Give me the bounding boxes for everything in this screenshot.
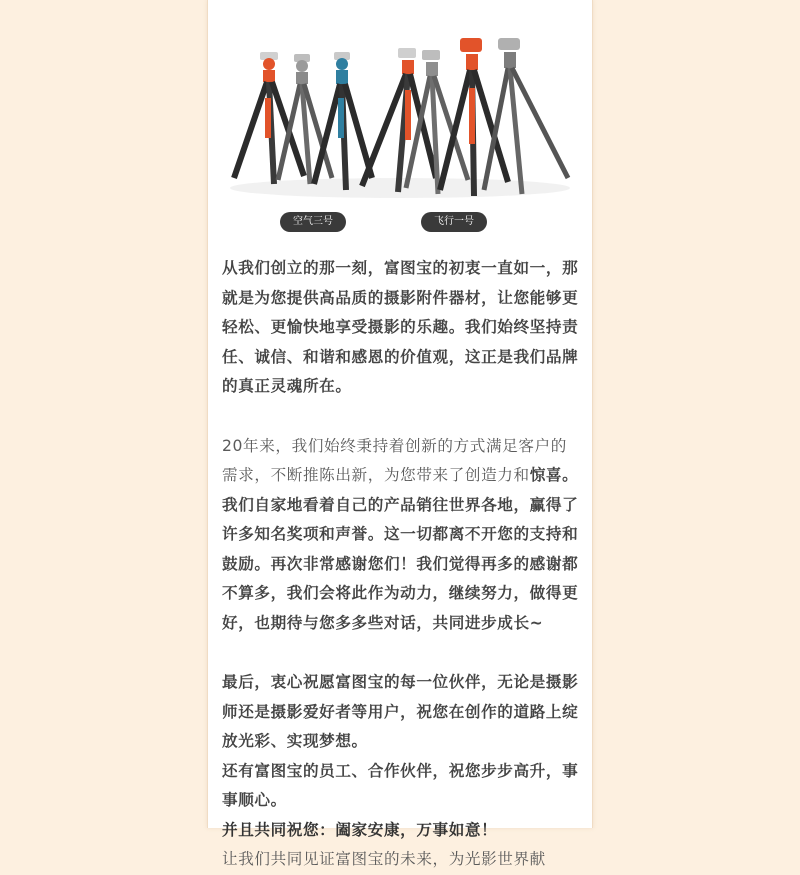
- product-label-left: 空气三号: [280, 212, 346, 232]
- paragraph-1: 从我们创立的那一刻，富图宝的初衷一直如一，那就是为您提供高品质的摄影附件器材，让您能够更轻松、更愉快地享受摄影的乐趣。我们始终坚持责任、诚信、和谐和感恩的价值观，这正是我们品牌的真正灵魂所在。: [222, 259, 579, 395]
- tripod-product-image: [222, 28, 578, 240]
- article-body: [222, 254, 582, 875]
- paragraph-2-bold: 惊喜。我们自家地看着自己的产品销往世界各地，赢得了许多知名奖项和声誉。这一切都离不开您的支持和鼓励。再次非常感谢您们！我们觉得再多的感谢都不算多，我们会将此作为动力，继续努力，做得更好，也期待与您多多些对话，共同进步成长~: [222, 466, 579, 632]
- paragraph-6: 让我们共同见证富图宝的未来，为光影世界献: [222, 850, 546, 868]
- tripods-illustration: [222, 28, 578, 240]
- paragraph-gap: [222, 638, 582, 668]
- product-label-right: 飞行一号: [421, 212, 487, 232]
- article-column: [207, 0, 593, 868]
- paragraph-5: 并且共同祝您：阖家安康，万事如意！: [222, 820, 498, 839]
- paragraph-4: 还有富图宝的员工、合作伙伴，祝您步步高升，事事顺心。: [222, 761, 579, 809]
- paragraph-2: [222, 432, 582, 639]
- paragraph-gap: [222, 402, 582, 432]
- paragraph-2-normal: 20年来，我们始终秉持着创新的方式满足客户的需求，不断推陈出新，为您带来了创造力和: [222, 436, 567, 484]
- paragraph-3: 最后，衷心祝愿富图宝的每一位伙伴，无论是摄影师还是摄影爱好者等用户，祝您在创作的道路上绽放光彩、实现梦想。: [222, 673, 579, 750]
